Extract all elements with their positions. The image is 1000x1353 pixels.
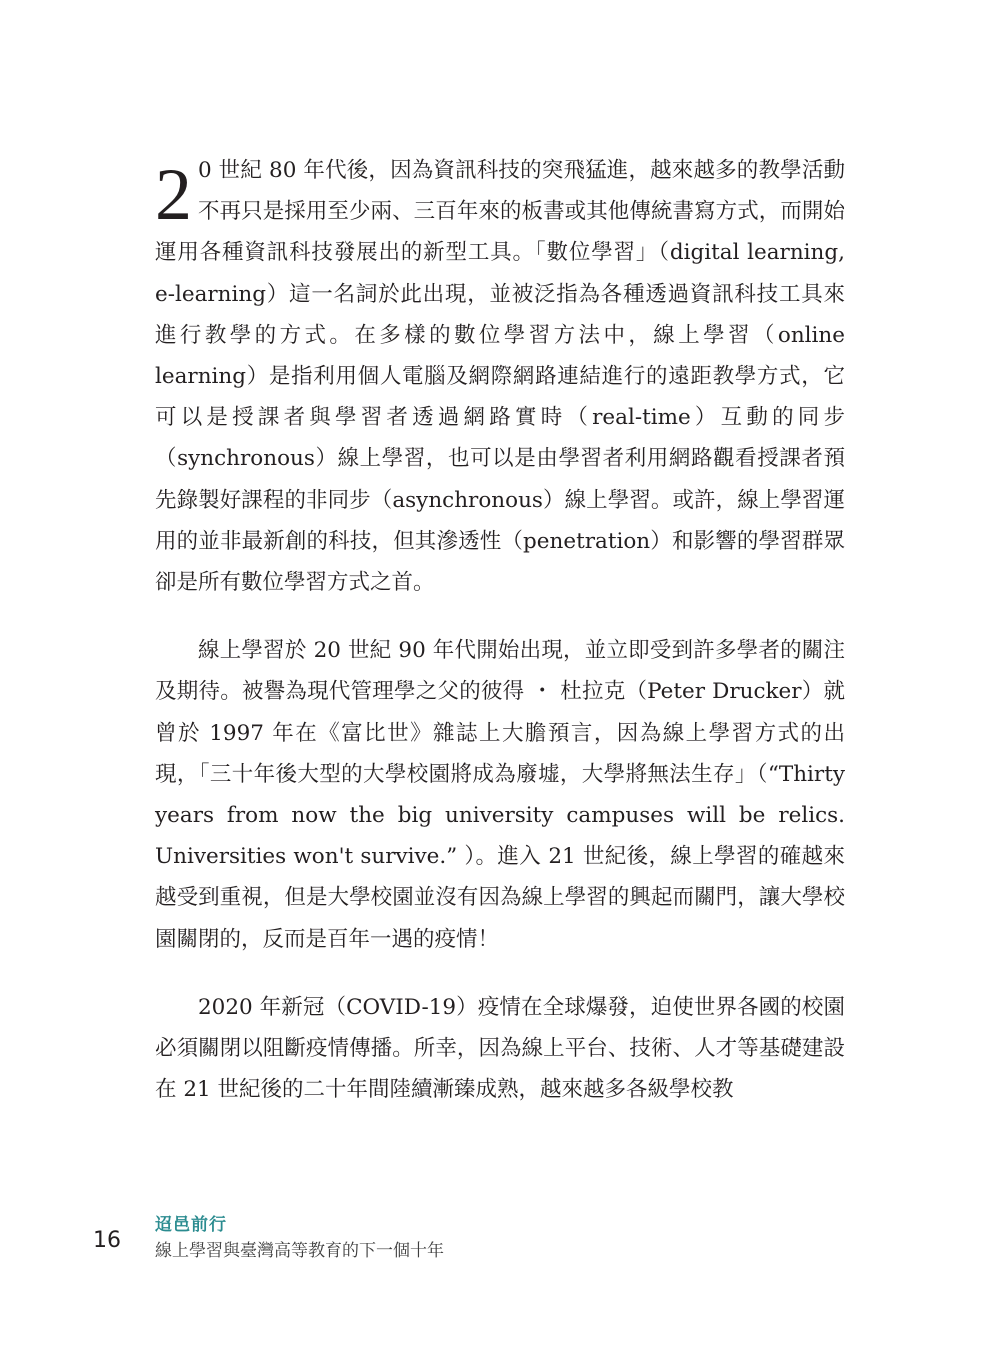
paragraph-2: 線上學習於 20 世紀 90 年代開始出現，並立即受到許多學者的關注及期待。被譽為現代管理學之父的彼得 ・ 杜拉克（Peter Drucker）就曾於 1997 年在《富比世》雜誌上大膽預言，因為線上學習方式的出現，「三十年後大型的大學校園將成為廢墟，大學將無法生存」（“Thirty years from now the big university campuses will be relics. Universities won't survive.” ）。進入 21 世紀後，線上學習的確越來越受到重視，但是大學校園並沒有因為線上學習的興起而關門，讓大學校園關閉的，反而是百年一遇的疫情！ (155, 638, 845, 952)
paragraph-3: 2020 年新冠（COVID-19）疫情在全球爆發，迫使世界各國的校園必須關閉以阻斷疫情傳播。所幸，因為線上平台、技術、人才等基礎建設在 21 世紀後的二十年間陸續漸臻成熟，越來越多各級學校教 (155, 994, 845, 1103)
page-number: 16 (93, 1228, 121, 1253)
paragraph-1 (155, 150, 845, 603)
drop-cap: 2 (155, 154, 192, 236)
body-text (155, 150, 845, 1110)
running-subtitle: 線上學習與臺灣高等教育的下一個十年 (155, 1241, 444, 1261)
running-title: 迢邑前行 (155, 1215, 227, 1235)
paragraph-1-text: 0 世紀 80 年代後，因為資訊科技的突飛猛進，越來越多的教學活動不再只是採用至少兩、三百年來的板書或其他傳統書寫方式，而開始運用各種資訊科技發展出的新型工具。「數位學習」（digital learning, e-learning）這一名詞於此出現，並被泛指為各種透過資訊科技工具來進行教學的方式。在多樣的數位學習方法中，線上學習（online learning）是指利用個人電腦及網際網路連結進行的遠距教學方式，它可以是授課者與學習者透過網路實時（real-time）互動的同步（synchronous）線上學習，也可以是由學習者利用網路觀看授課者預先錄製好課程的非同步（asynchronous）線上學習。或許，線上學習運用的並非最新創的科技，但其滲透性（penetration）和影響的學習群眾卻是所有數位學習方式之首。 (155, 158, 845, 596)
